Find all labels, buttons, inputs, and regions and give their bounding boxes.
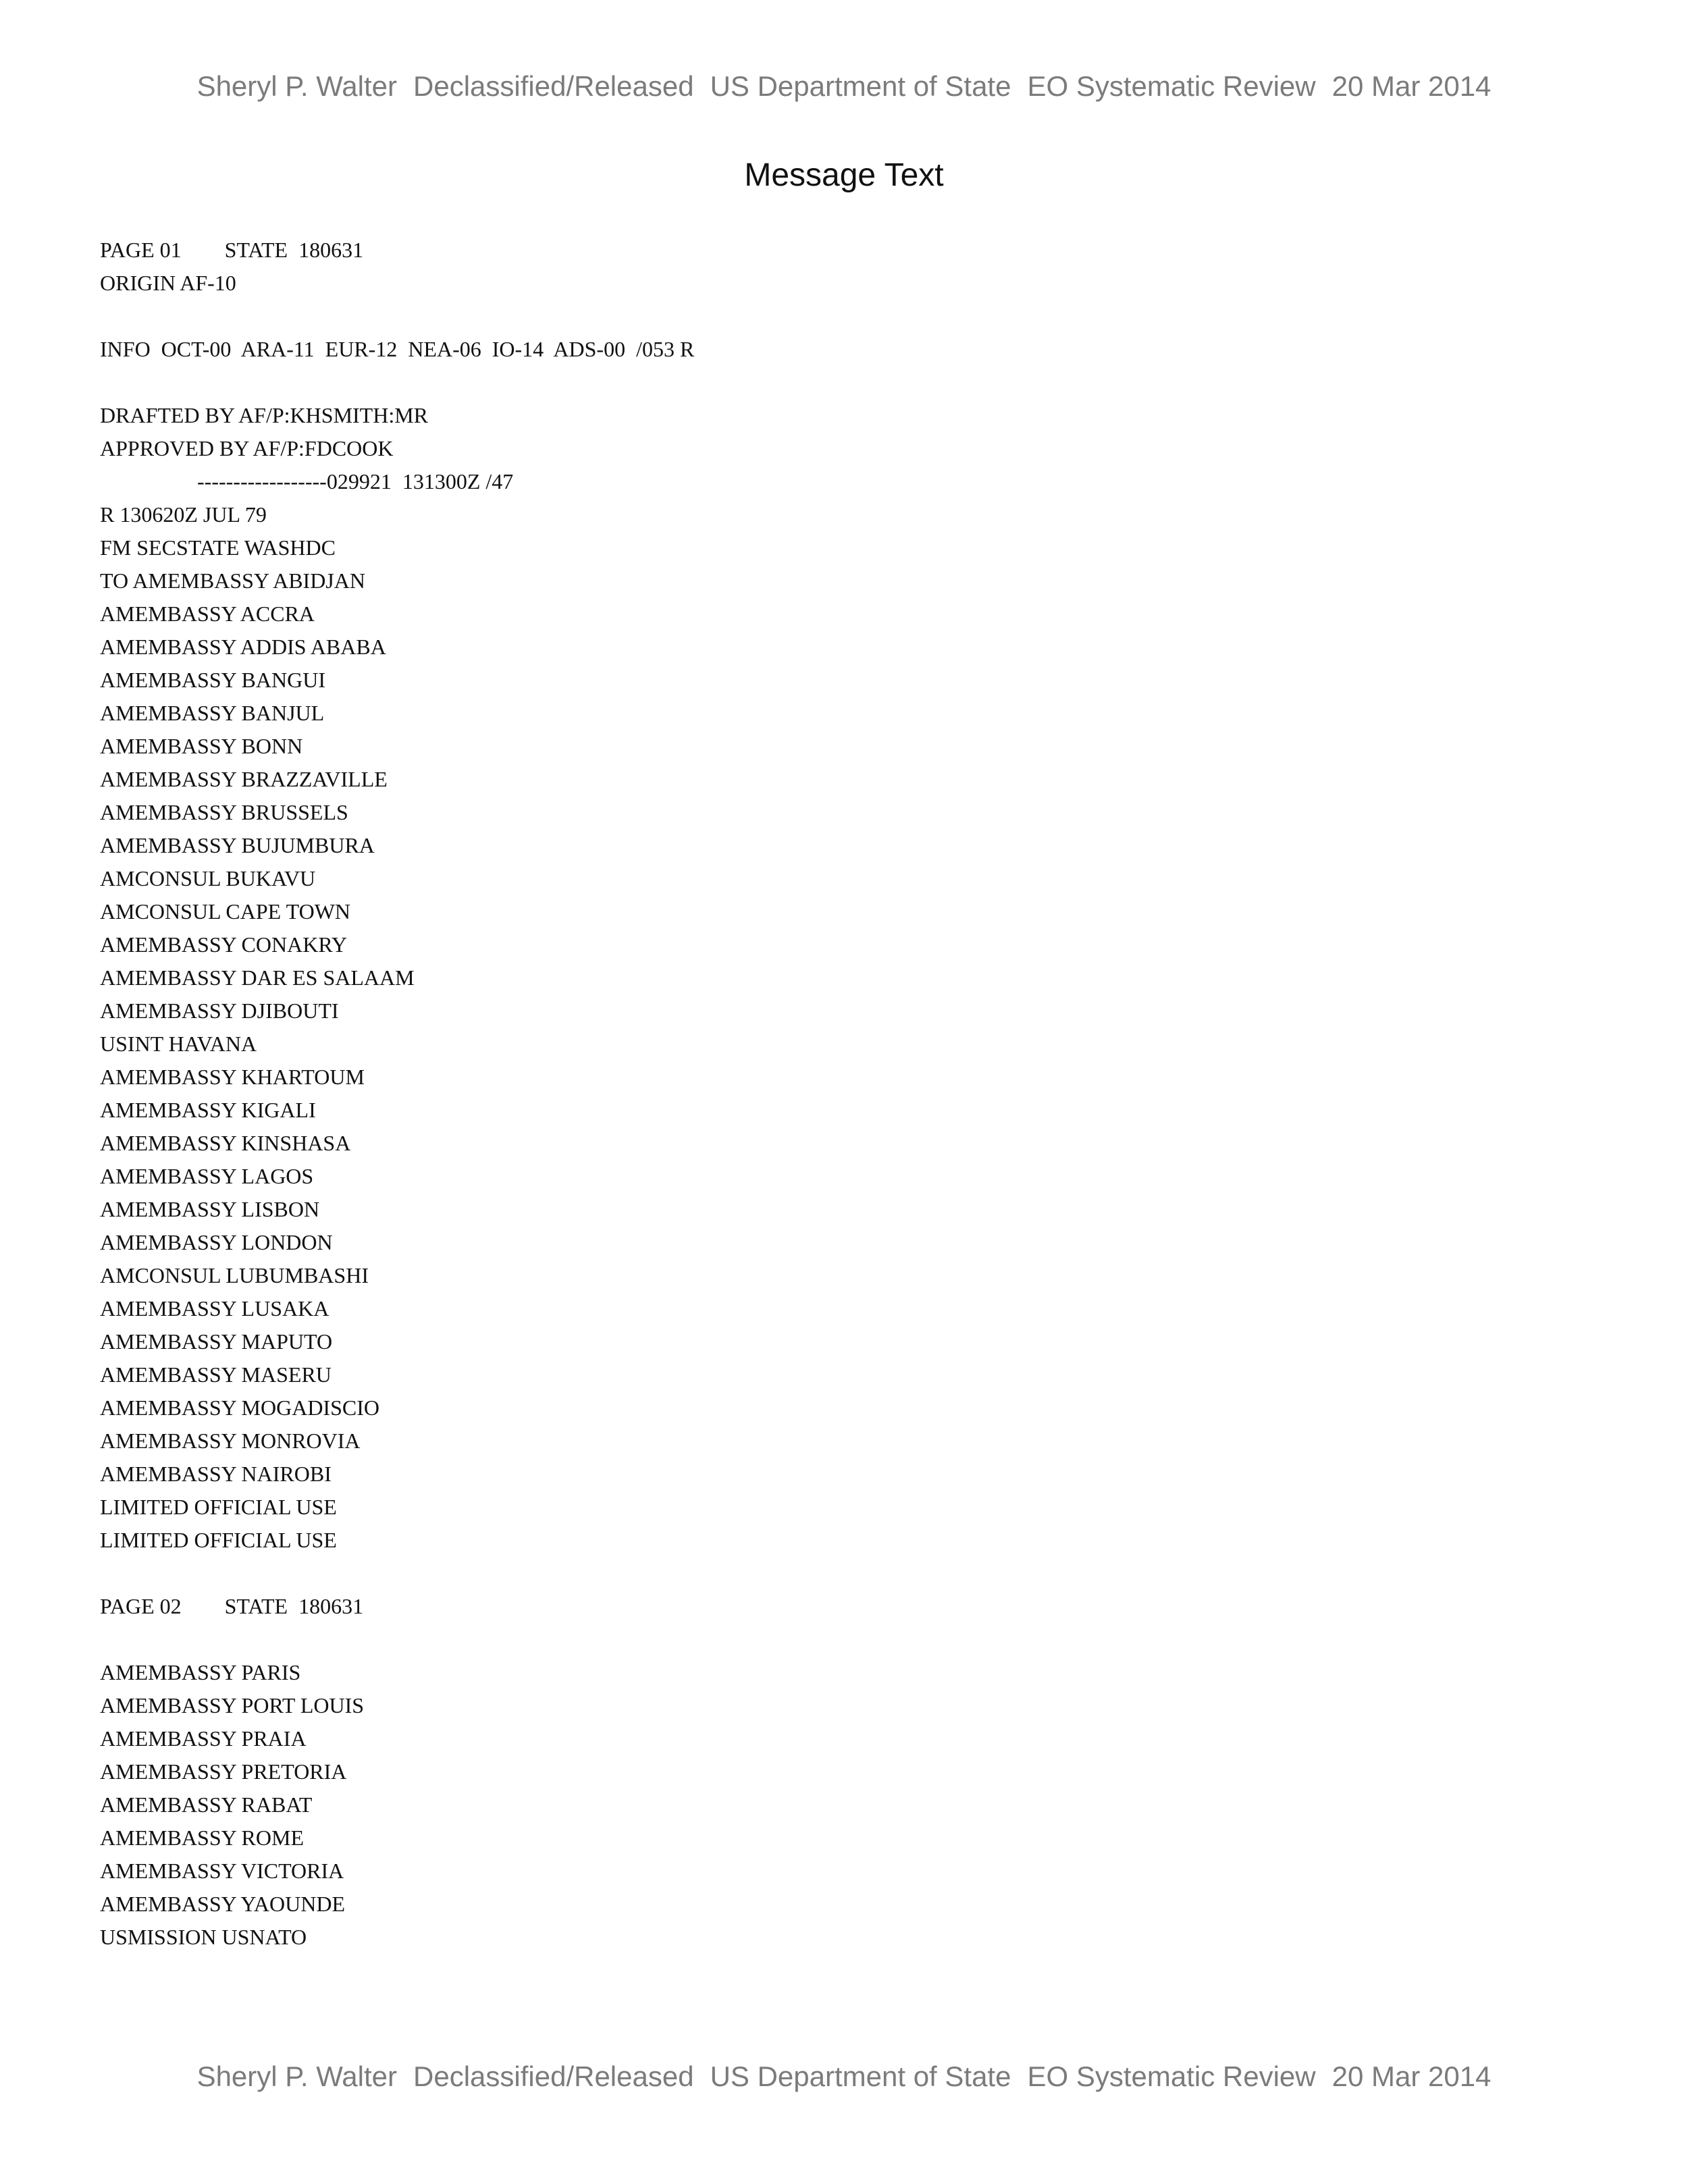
addressee-line: AMEMBASSY PRETORIA bbox=[100, 1759, 347, 1784]
addressee-line: AMEMBASSY KINSHASA bbox=[100, 1131, 351, 1155]
addressee-line: AMEMBASSY ACCRA bbox=[100, 602, 315, 626]
stamp-date: 20 Mar 2014 bbox=[1331, 2060, 1492, 2092]
stamp-review: EO Systematic Review bbox=[1027, 70, 1316, 102]
addressee-line: AMEMBASSY CONAKRY bbox=[100, 932, 347, 957]
addressee-line: AMEMBASSY MAPUTO bbox=[100, 1329, 333, 1354]
addressee-line: AMEMBASSY BRAZZAVILLE bbox=[100, 767, 388, 791]
from-line: FM SECSTATE WASHDC bbox=[100, 535, 336, 560]
addressee-line: AMEMBASSY PRAIA bbox=[100, 1726, 307, 1751]
addressee-line: AMEMBASSY BUJUMBURA bbox=[100, 833, 375, 857]
stamp-date: 20 Mar 2014 bbox=[1331, 70, 1492, 102]
info-line: INFO OCT-00 ARA-11 EUR-12 NEA-06 IO-14 ADS-00 /053 R bbox=[100, 337, 695, 361]
addressee-line: AMEMBASSY LUSAKA bbox=[100, 1296, 329, 1321]
addressee-line: AMEMBASSY KHARTOUM bbox=[100, 1065, 365, 1089]
addressee-line: AMEMBASSY DJIBOUTI bbox=[100, 998, 339, 1023]
addressee-line: AMCONSUL BUKAVU bbox=[100, 866, 316, 890]
addressee-line: AMEMBASSY KIGALI bbox=[100, 1098, 316, 1122]
addressee-line: AMEMBASSY VICTORIA bbox=[100, 1859, 344, 1883]
addressee-line: AMEMBASSY RABAT bbox=[100, 1792, 313, 1817]
addressee-line: AMEMBASSY BONN bbox=[100, 734, 303, 758]
stamp-reviewer: Sheryl P. Walter bbox=[196, 70, 398, 102]
stamp-status: Declassified/Released bbox=[413, 70, 694, 102]
to-line: TO AMEMBASSY ABIDJAN bbox=[100, 568, 365, 593]
addressee-line: AMEMBASSY LISBON bbox=[100, 1197, 320, 1221]
addressee-line: USINT HAVANA bbox=[100, 1032, 257, 1056]
page-header-2: PAGE 02 STATE 180631 bbox=[100, 1594, 364, 1618]
addressee-line: AMEMBASSY MONROVIA bbox=[100, 1429, 361, 1453]
addressee-line: AMEMBASSY PARIS bbox=[100, 1660, 301, 1684]
declassification-stamp-top bbox=[0, 70, 1688, 103]
origin-line: ORIGIN AF-10 bbox=[100, 271, 236, 295]
addressee-line: AMEMBASSY LAGOS bbox=[100, 1164, 314, 1188]
stamp-status: Declassified/Released bbox=[413, 2060, 694, 2092]
separator-line: ------------------029921 131300Z /47 bbox=[100, 469, 514, 494]
stamp-reviewer: Sheryl P. Walter bbox=[196, 2060, 398, 2092]
addressee-line: AMCONSUL CAPE TOWN bbox=[100, 899, 350, 924]
classification-marking: LIMITED OFFICIAL USE bbox=[100, 1528, 337, 1552]
addressee-line: AMEMBASSY ROME bbox=[100, 1826, 304, 1850]
addressee-line: AMEMBASSY BRUSSELS bbox=[100, 800, 348, 824]
addressee-line: AMEMBASSY BANJUL bbox=[100, 701, 325, 725]
stamp-agency: US Department of State bbox=[710, 2060, 1011, 2092]
addressee-line: AMEMBASSY BANGUI bbox=[100, 668, 325, 692]
addressee-line: AMEMBASSY MOGADISCIO bbox=[100, 1395, 379, 1420]
addressee-list-page2 bbox=[100, 1656, 694, 1954]
declassification-stamp-bottom bbox=[0, 2060, 1688, 2093]
message-body bbox=[100, 234, 694, 1954]
addressee-line: AMEMBASSY PORT LOUIS bbox=[100, 1693, 365, 1717]
addressee-list-page1 bbox=[100, 597, 694, 1491]
drafted-by-line: DRAFTED BY AF/P:KHSMITH:MR bbox=[100, 403, 429, 427]
stamp-review: EO Systematic Review bbox=[1027, 2060, 1316, 2092]
addressee-line: AMEMBASSY ADDIS ABABA bbox=[100, 635, 386, 659]
page-header-1: PAGE 01 STATE 180631 bbox=[100, 238, 364, 262]
page-title: Message Text bbox=[744, 157, 944, 193]
addressee-line: AMEMBASSY MASERU bbox=[100, 1362, 332, 1387]
addressee-line: AMEMBASSY LONDON bbox=[100, 1230, 333, 1254]
addressee-line: AMCONSUL LUBUMBASHI bbox=[100, 1263, 369, 1287]
addressee-line: USMISSION USNATO bbox=[100, 1925, 307, 1949]
addressee-line: AMEMBASSY YAOUNDE bbox=[100, 1892, 345, 1916]
stamp-agency: US Department of State bbox=[710, 70, 1011, 102]
addressee-line: AMEMBASSY NAIROBI bbox=[100, 1462, 332, 1486]
approved-by-line: APPROVED BY AF/P:FDCOOK bbox=[100, 436, 394, 460]
addressee-line: AMEMBASSY DAR ES SALAAM bbox=[100, 965, 415, 990]
dtg-line: R 130620Z JUL 79 bbox=[100, 502, 267, 527]
classification-marking: LIMITED OFFICIAL USE bbox=[100, 1495, 337, 1519]
